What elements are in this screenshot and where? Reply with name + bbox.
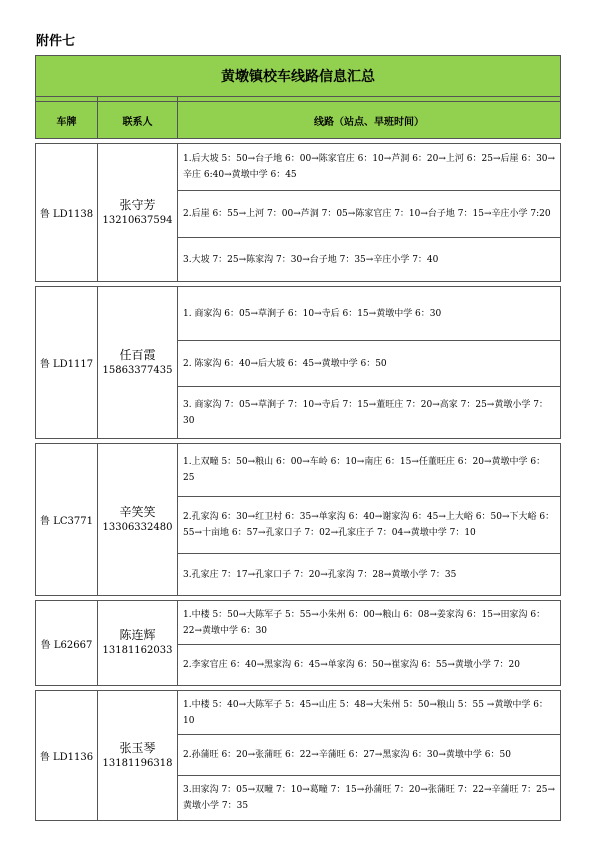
route-cell: 1.上双疃 5：50→粮山 6：00→车岭 6：10→南庄 6：15→任董旺庄 6：20→黄墩中学 6：25 bbox=[178, 444, 561, 497]
contact-cell bbox=[98, 144, 178, 282]
header-plate: 车牌 bbox=[36, 102, 98, 139]
route-cell: 3.田家沟 7：05→双疃 7：10→葛疃 7：15→孙蒲旺 7：20→张蒲旺 7：22→辛蒲旺 7：25→黄墩小学 7：35 bbox=[178, 776, 561, 821]
header-route: 线路（站点、早班时间） bbox=[178, 102, 561, 139]
table-row bbox=[36, 691, 561, 735]
contact-phone: 13181196318 bbox=[102, 757, 173, 769]
plate-cell: 鲁 LD1138 bbox=[36, 144, 98, 282]
contact-cell bbox=[98, 444, 178, 596]
table-row bbox=[36, 287, 561, 341]
route-cell: 2.孔家沟 6：30→红卫村 6：35→单家沟 6：40→谢家沟 6：45→上大峪 6：50→下大峪 6：55→十亩地 6：57→孔家口子 7：02→孔家庄子 7：04→黄墩中学 7：10 bbox=[178, 497, 561, 554]
route-cell: 2.孙蒲旺 6：20→张蒲旺 6：22→辛蒲旺 6：27→黑家沟 6：30→黄墩中学 6：50 bbox=[178, 735, 561, 776]
attachment-label: 附件七 bbox=[36, 34, 76, 49]
bus-route-table bbox=[35, 55, 561, 821]
contact-name: 陈连辉 bbox=[119, 628, 156, 642]
plate-cell: 鲁 LD1117 bbox=[36, 287, 98, 439]
contact-name: 辛笑笑 bbox=[119, 504, 156, 519]
table-row bbox=[36, 144, 561, 191]
route-cell: 1. 商家沟 6：05→草涧子 6：10→寺后 6：15→黄墩中学 6：30 bbox=[178, 287, 561, 341]
header-contact: 联系人 bbox=[98, 102, 178, 139]
route-cell: 1.中楼 5：40→大陈军子 5：45→山庄 5：48→大朱州 5：50→粮山 5：55 →黄墩中学 6：10 bbox=[178, 691, 561, 735]
contact-cell bbox=[98, 287, 178, 439]
table-row bbox=[36, 444, 561, 497]
route-cell: 2. 陈家沟 6：40→后大坡 6：45→黄墩中学 6：50 bbox=[178, 341, 561, 387]
route-cell: 1.后大坡 5：50→台子地 6：00→陈家官庄 6：10→芦洞 6：20→上河 6：25→后崖 6：30→辛庄 6:40→黄墩中学 6：45 bbox=[178, 144, 561, 191]
contact-phone: 13210637594 bbox=[102, 214, 173, 226]
route-cell: 3. 商家沟 7：05→草涧子 7：10→寺后 7：15→董旺庄 7：20→高家 7：25→黄墩小学 7：30 bbox=[178, 387, 561, 439]
route-cell: 3.孔家庄 7：17→孔家口子 7：20→孔家沟 7：28→黄墩小学 7：35 bbox=[178, 554, 561, 596]
contact-cell bbox=[98, 601, 178, 686]
plate-cell: 鲁 LD1136 bbox=[36, 691, 98, 821]
route-cell: 1.中楼 5：50→大陈军子 5：55→小朱州 6：00→粮山 6：08→姜家沟 6：15→田家沟 6：22→黄墩中学 6：30 bbox=[178, 601, 561, 645]
contact-name: 任百霞 bbox=[119, 347, 156, 362]
contact-name: 张玉琴 bbox=[119, 740, 156, 755]
contact-name: 张守芳 bbox=[119, 197, 156, 212]
contact-cell bbox=[98, 691, 178, 821]
contact-phone: 13181162033 bbox=[102, 645, 173, 656]
route-cell: 3.大坡 7：25→陈家沟 7：30→台子地 7：35→辛庄小学 7：40 bbox=[178, 238, 561, 282]
plate-cell: 鲁 LC3771 bbox=[36, 444, 98, 596]
table-row bbox=[36, 601, 561, 645]
contact-phone: 13306332480 bbox=[102, 521, 173, 533]
table-title: 黄墩镇校车线路信息汇总 bbox=[36, 56, 561, 97]
route-cell: 2.后崖 6：55→上河 7：00→芦洞 7：05→陈家官庄 7：10→台子地 7：15→辛庄小学 7:20 bbox=[178, 191, 561, 238]
route-cell: 2.李家官庄 6：40→黑家沟 6：45→单家沟 6：50→崔家沟 6：55→黄墩小学 7：20 bbox=[178, 645, 561, 686]
contact-phone: 15863377435 bbox=[102, 364, 173, 376]
plate-cell: 鲁 L62667 bbox=[36, 601, 98, 686]
